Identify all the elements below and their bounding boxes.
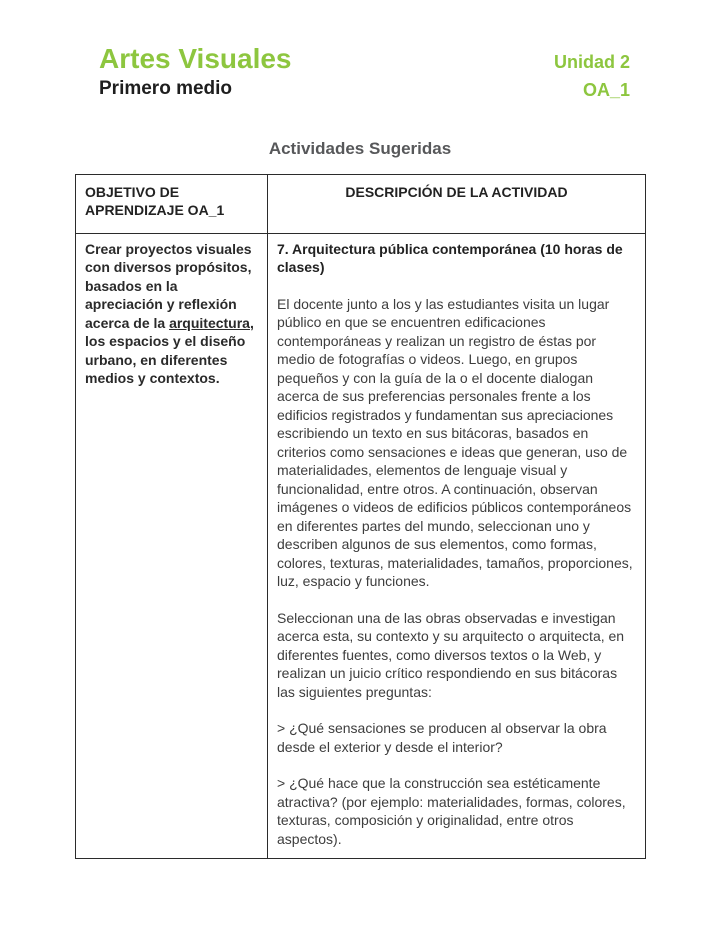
document-header xyxy=(0,0,720,101)
header-right-block xyxy=(554,44,630,101)
objective-cell xyxy=(76,234,268,859)
objective-text-before: Crear proyectos visuales con diversos propósitos, basados en la apreciación y reflexión acerca de la xyxy=(85,240,252,331)
oa-label: OA_1 xyxy=(582,79,630,100)
page-title: Actividades Sugeridas xyxy=(268,138,452,158)
activity-paragraph: Seleccionan una de las obras observadas e investigan acerca esta, su contexto y su arquitecto o arquitecta, en diferentes fuentes, como diversos textos o la Web, y realizan un juicio crítico respondiendo en sus bitácoras las siguientes preguntas: xyxy=(277,609,625,700)
activity-description-cell xyxy=(268,234,645,859)
grade-subtitle: Primero medio xyxy=(99,77,233,99)
activity-question: > ¿Qué sensaciones se producen al observar la obra desde el exterior y desde el interior? xyxy=(277,720,607,755)
objective-text xyxy=(85,241,254,387)
activity-title: 7. Arquitectura pública contemporánea (10 horas de clases) xyxy=(277,240,623,276)
activity-paragraph: El docente junto a los y las estudiantes visita un lugar público en que se encuentren edificaciones contemporáneas y realizan un registro de éstas por medio de fotografías o videos. Luego, en grupos pequeños y con la guía de la o el docente dialogan acerca de sus preferencias personales frente a los edificios registrados y fundamentan sus apreciaciones escribiendo un texto en sus bitácoras, basados en criterios como sensaciones e ideas que generan, uso de materialidades, elementos de lenguaje visual y funcionalidad, entre otros. A continuación, observan imágenes o videos de edificios públicos contemporáneos en diferentes partes del mundo, seleccionan uno y describen algunos de sus elementos, como formas, colores, texturas, materialidades, tamaños, proporciones, luz, espacio y funciones. xyxy=(277,295,633,590)
objective-text-after: , los espacios y el diseño urbano, en diferentes medios y contextos. xyxy=(85,314,254,387)
activities-table xyxy=(75,174,646,860)
subject-title: Artes Visuales xyxy=(99,43,292,74)
objective-underlined-term: arquitectura xyxy=(169,314,250,331)
column-header-objective: OBJETIVO DE APRENDIZAJE OA_1 xyxy=(76,175,268,234)
activity-question: > ¿Qué hace que la construcción sea estéticamente atractiva? (por ejemplo: materialidades, formas, colores, texturas, composición y originalidad, entre otros aspectos). xyxy=(277,775,626,847)
column-header-description: DESCRIPCIÓN DE LA ACTIVIDAD xyxy=(268,175,645,234)
header-left-block xyxy=(99,44,292,100)
unit-label: Unidad 2 xyxy=(553,52,630,72)
